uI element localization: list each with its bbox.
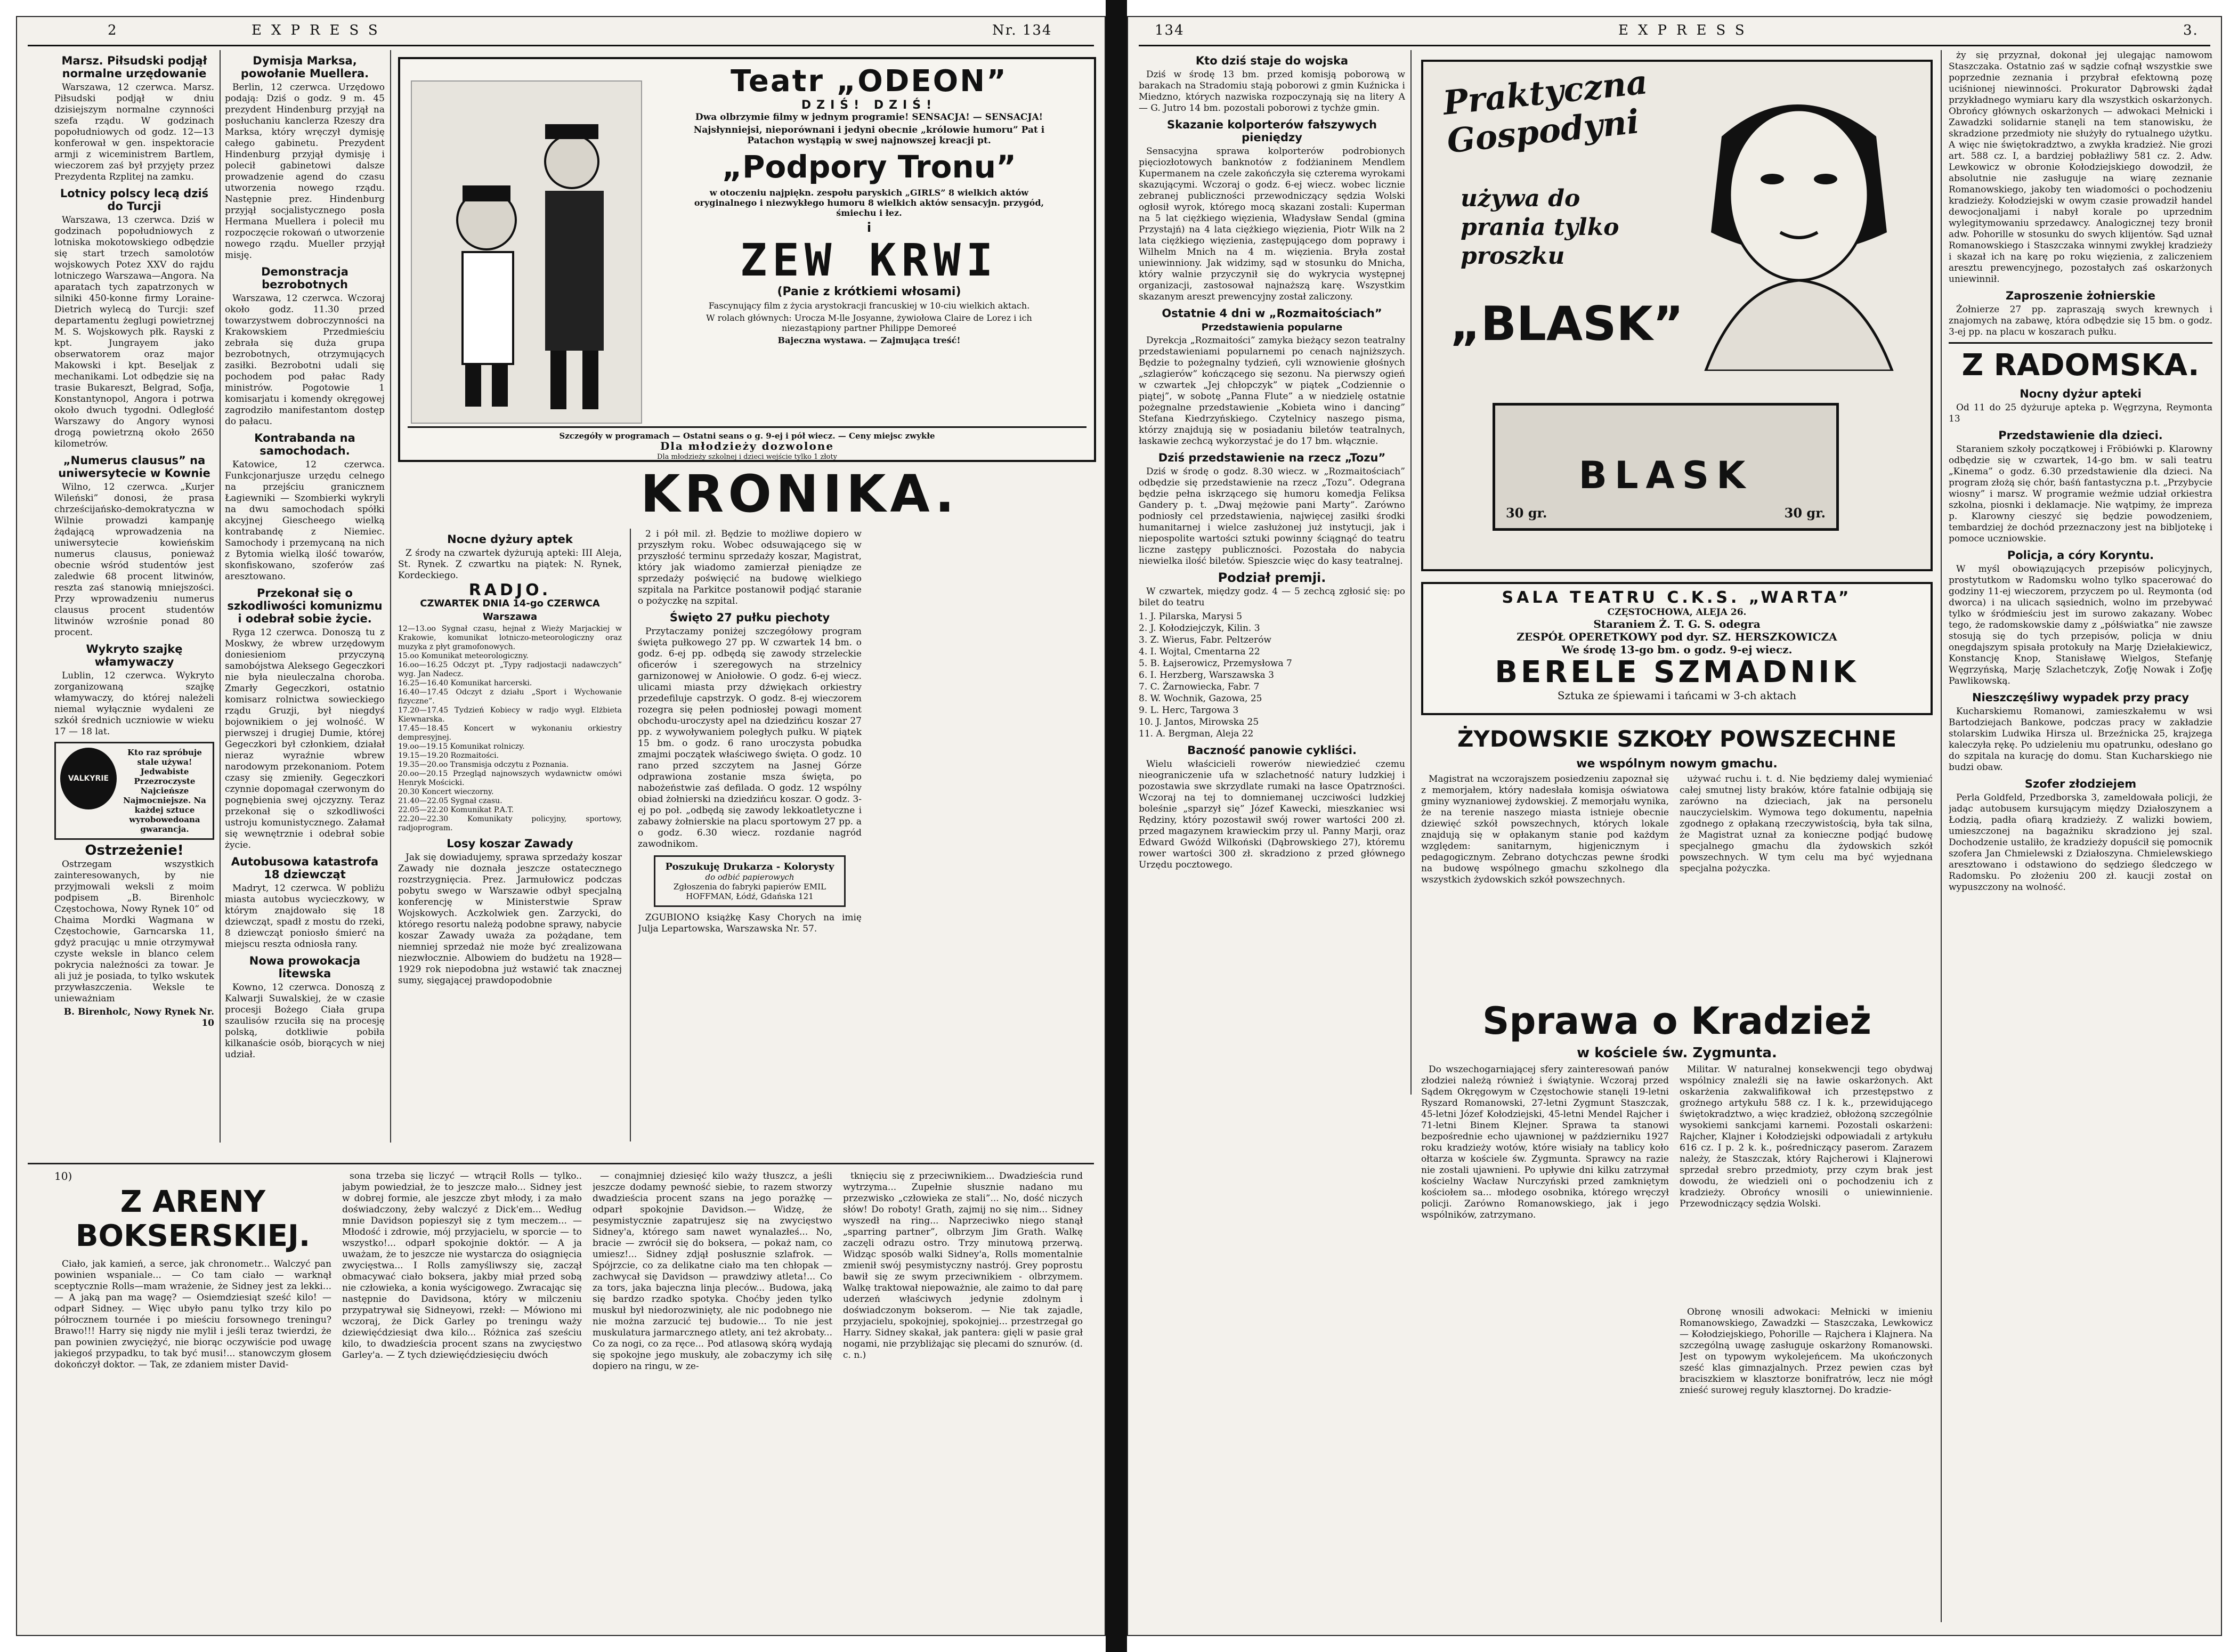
prize-winner-item: 5. B. Łajserowicz, Przemysłowa 7 [1139,658,1292,669]
article-title: Policja, a córy Koryntu. [2007,549,2154,562]
today-label: DZIŚ! DZIŚ! [801,99,937,112]
serial-text: — conajmniej dziesięć kilo waży tłuszcz, a jeśli jeszcze dodamy pewność siebie, to razem stworzy dwadzieścia procent szans na jego porażkę — odparł spokojnie Davidson.— Widzę, że pesymistycznie zapatrujesz się na zwycięstwo Sidney'a, którego sam nawet wynalazłeś... No, bracie — zwrócił się do boksera, — pokaż nam, co umiesz!... Sidney zdjął posłusznie szlafrok. — Spójrzcie, co za delikatne ciało ma ten chłopak — zachwycał się Davidson — prawdziwy atleta!... Co za tors, jaka bajeczna linja pleców... Budowa, jaką się bardzo rzadko spotyka. Choćby jeden tylko muskuł był niedorozwinięty, ale nic podobnego nie nie można zarzucić tej budowie... To nie jest muskulatura jarmarcznego atlety, ani też akrobaty... Co za nogi, co za ręce... Pod atlasową skórą wydają się spokojne jego muskuły, ale zobaczymy ich siłę dopiero na ringu, w ze- [593,1171,832,1372]
radio-program-item: 19.15—19.20 Rozmaitości. [398,751,499,760]
theft-column-1 [1421,1064,1669,1624]
odeon-cinema-advertisement [398,57,1096,462]
article-title: Nowa prowokacja litewska [249,954,361,980]
left-newspaper-page [16,16,1106,1636]
article-title: Marsz. Piłsudski podjął normalne urzędowanie [61,54,207,80]
article-text: Obronę wnosili adwokaci: Mełnicki w imieniu Romanowskiego, Zawadzki — Staszczaka, Lewkowicz — Kołodziejskiego, Pohorille — Rajchera i Klajnera. Na szczególną uwagę zasługuje oskarżony Romanowski. Jest on typowym wykolejeńcem. Ma ukończonych sześć klas gimnazjalnych. Przez pewien czas był braciszkiem w klasztorze bonifratrów, lecz nie mógł znieść surowej reguły klasztornej. Do kradzie- [1680,1307,1933,1396]
page-number: 134 [1155,22,1185,38]
right-column-4 [1949,50,2212,1622]
masthead: EXPRESS [1618,22,1754,38]
right-running-head [1139,22,2210,44]
radio-program-item: 17.45—18.45 Koncert w wykonaniu orkiestry dempresyjnej. [398,724,622,742]
blask-subheadline: używa do prania tylko proszku [1461,185,1619,270]
radio-date: CZWARTEK DNIA 14-go CZERWCA [420,598,600,609]
serial-column-4 [843,1171,1083,1624]
article-text: Berlin, 12 czerwca. Urzędowo podają: Dziś o godz. 9 m. 45 prezydent Hindenburg przyjął na posłuchaniu kanclerza Rzeszy dra Marksa, który wręczył dymisję całego gabinetu. Prezydent Hindenburg przyjął dymisję i polecił gabinetowi dalsze prowadzenie agend do czasu utworzenia nowego rządu. Następnie prez. Hindenburg przyjął socjalistycznego posła Hermana Muellera i polecił mu rozpoczęcie rokowań o utworzenie nowego rządu. Mueller przyjął misję. [225,82,385,261]
article-text: Ostrzegam wszystkich zainteresowanych, by nie przyjmowali weksli z moim podpisem „B. Birenholc Częstochowa, Nowy Rynek 10” od Chaima Mordki Wagmana w Częstochowie, Garncarska 11, gdyż pracując u mnie otrzymywał czyste weksle in blanco celem pokrycia należności za towar. Je ali już je posiada, to tylko wskutek przywłaszczenia. Weksle te unieważniam [54,859,214,1004]
film-title-2: ZEW KRWI [740,234,999,286]
article-text: Wilno, 12 czerwca. „Kurjer Wileński” donosi, że prasa chrześcijańsko-demokratyczna w Wilnie prowadzi kampanję żądającą wprowadzenia na uniwersytecie kowieńskim numerus clausus, ponieważ obecnie wśród studentów jest zaledwie 68 procent litwinów, reszta zaś stanowią mniejszości. Przy wprowadzeniu numerus clausus procent studentów litwinów wzrośnie ponad 80 procent. [54,482,214,638]
valkyrie-logo: VALKYRIE [60,748,117,809]
radio-program-item: 22.20—22.30 Komunikaty policyjny, sportowy, radjoprogram. [398,815,622,832]
kronika-title: KRONIKA. [640,464,959,524]
prize-winner-item: 10. J. Jantos, Mirowska 25 [1139,717,1259,727]
article-title: Nieszczęśliwy wypadek przy pracy [1972,691,2190,704]
section-rule [28,1163,1094,1164]
valkyrie-ad-text: Kto raz spróbuje stale używa! Jedwabiste Przezroczyste Najcieńsze Najmocniejsze. Na każdej sztuce wyrobowedoana gwarancja. [123,748,206,834]
and-label: i [866,220,872,235]
article-title: Szofer złodziejem [2024,778,2137,790]
warta-theatre-advertisement [1421,582,1933,715]
left-column-2 [225,50,385,1143]
wanted-text: Zgłoszenia do fabryki papierów EMIL HOFFMAN, Łódź, Gdańska 121 [673,882,826,901]
article-title: Lotnicy polscy lecą dziś do Turcji [60,187,209,213]
blask-brand: „BLASK” [1450,296,1684,351]
radio-program-item: 19.oo—19.15 Komunikat rolniczy. [398,742,525,751]
left-column-1 [54,50,214,1143]
schools-column-2 [1680,774,1933,992]
kronika-column-2 [638,529,862,1141]
article-text: Sensacyjna sprawa kolporterów podrobionych pięciozłotowych banknotów z fodżianinem Mendlem Kupermanem na czele zakończyła się czterema wyrokami skazującymi. Wczoraj o godz. 6-ej wiecz. wobec licznie zebranej publiczności przewodniczący sędzia Wolski ogłosił wyrok, którego mocą skazani zostali: Kuperman na 5 lat ciężkiego więzienia, Władysław Sendal (gmina Przystajń) na 4 lata ciężkiego więzienia, Piotr Wilk na 2 lata ciężkiego więzienia, zastępującego dom poprawy i Wilhelm Mnich na 4 m. więzienia. Bryła został uniewinniony. Jak widzimy, sąd w stosunku do Mnicha, który walnie przyczynił się do wykrycia występnej organizacji, zastosował najnaższą karę. Wszystkim skazanym areszt prewencyjny został zaliczony. [1139,146,1405,302]
article-text: Od 11 do 25 dyżuruje apteka p. Węgrzyna, Reymonta 13 [1949,402,2212,424]
play-title: BERELE SZMADNIK [1495,655,1859,690]
article-title: Zaproszenie żołnierskie [2006,289,2155,302]
soap-powder-box [1493,403,1839,531]
prize-winner-item: 4. I. Wojtal, Cmentarna 22 [1139,646,1260,657]
article-text: Ryga 12 czerwca. Donoszą tu z Moskwy, że wbrew urzędowym doniesieniom przyczyną samobójstwa Aleksego Gegeczkori nie była nieuleczalna choroba. Zmarły Gegeczkori, ostatnio komisarz rolnictwa sowieckiego rządu Gruzji, był niegdyś bojownikiem o jej wolność. W pierwszej i drugiej Dumie, której Gegeczkori był członkiem, działał nieraz wyraźnie wbrew narodowym przekonaniom. Potem czasy się zmieniły. Gegeczkori czynnie dopomagał czerwonym do pognębienia swej ojczyzny. Teraz przekonał się o szkodliwości ustroju komunistycznego. Załamał się wewnętrznie i odebrał sobie życie. [225,627,385,851]
prize-winner-item: 9. L. Herc, Targowa 3 [1139,705,1239,716]
right-column-1-continued [1139,1104,1405,1624]
warta-line: Sztuka ze śpiewami i tańcami w 3-ch aktach [1557,689,1797,702]
article-title: Nocne dyżury aptek [447,533,573,546]
article-title: Baczność panowie cykliści. [1187,744,1357,757]
radio-title: RADJO. [468,581,552,600]
radio-program-item: 22.05—22.20 Komunikat P.A.T. [398,806,514,814]
article-title: Ostatnie 4 dni w „Rozmaitościach” [1162,307,1382,320]
article-text: Katowice, 12 czerwca. Funkcjonarjusze urzędu celnego na przejściu granicznem Łagiewniki — Szombierki wykryli na dwu samochodach spółki akcyjnej Giescheego wielką kontrabandę z Niemiec. Samochody i przemycaną na nich z Bytomia wielką ilość towarów, skonfiskowano, szoferów zaś aresztowano. [225,459,385,582]
article-text: Kowno, 12 czerwca. Donoszą z Kalwarji Suwalskiej, że w czasie procesji Bożego Ciała grupa szaulisów rzuciła się na procesję polską, dotkliwie pobiła kilkanaście osób, biorących w niej udział. [225,982,385,1060]
warta-line: Staraniem Ż. T. G. S. odegra [1593,618,1761,630]
wanted-subheading: do odbić papierowych [705,872,794,882]
article-text: ży się przyznał, dokonał jej ulegając namowom Staszczaka. Ostatnio zaś w sądzie cofnął wszystkie swe poprzednie zeznania i przybrał efektowną pozę uciśnionej niewinności. Prokurator Dąbrowski żądał przykładnego wymiaru kary dla wszystkich oskarżonych. Obrońcy głównych oskarżonych — adwokaci Mełnicki i Zawadzki solidarnie stanęli na tem stanowisku, że skradzione przedmioty nie służyły do rytualnego użytku. A więc nie świętokradztwo, a zwykła kradzież. Nie grozi art. 588 cz. I, a bardziej pobłażliwy 581 cz. 2. Adw. Lewkowicz w obronie Kołodziejskiego dowodził, że absolutnie nie zasługuje na wiarę zeznanie Romanowskiego, jakoby ten wiadomości o pochodzeniu kradzieży. Kołodziejski w owym czasie prowadził handel dewocjonaljami i nabył korale po uprzednim wylegitymowaniu sprzedawcy. Analogicznej tezy bronił adw. Pohorille w stosunku do swych klijentów. Sąd uznał Romanowskiego i Staszczaka winnymi zwykłej kradzieży i skazał ich na karę po roku więzienia, z zaliczeniem aresztu prewencyjnego, pozostałych zaś oskarżonych uniewinnił. [1949,50,2212,285]
prize-winner-item: 7. C. Żarnowiecka, Fabr. 7 [1139,682,1260,692]
article-title: Kto dziś staje do wojska [1195,54,1349,67]
masthead: EXPRESS [252,22,387,38]
article-title: Wykryto szajkę włamywaczy [86,643,183,668]
warta-line: We środę 13-go bm. o godz. 9-ej wiecz. [1561,643,1793,656]
radio-program-item: 12—13.oo Sygnał czasu, hejnał z Wieży Marjackiej w Krakowie, komunikat lotniczo-meteorologiczny oraz muzyka z płyt gramofonowych. [398,625,622,651]
article-text: Żołnierze 27 pp. zapraszają swych krewnych i znajomych na zabawę, która odbędzie się 15 bm. o godz. 3-ej pp. na placu w koszarach pułku. [1949,304,2212,337]
article-text: Dyrekcja „Rozmaitości” zamyka bieżący sezon teatralny przedstawieniami popularnemi po cenach najniższych. Będzie to pożegnalny tydzień, cyli wznowienie głośnych „szlagierów” kończącego się sezonu. Na pierwszy ogień w czwartek „Jej chłopczyk” w piątek „Codziennie o piątej”, w sobotę „Panna Flute” a w niedzielę ostatnie pożegnalne przedstawienie „Kobieta wino i dancing” Stefana Kiedrzyńskiego. Czytelnicy naszego pisma, którzy znajdują się w posiadaniu biletów teatralnych, łaskawie zechcą wykorzystać je do 17 bm. włącznie. [1139,335,1405,447]
article-text: Dziś w środę 13 bm. przed komisją poborową w barakach na Stradomiu stają poborowi z gmin Kuźnicka i Miedzno, których nazwiska rozpoczynają się na litery A — G. Jutro 14 bm. pozostali poborowi z tychże gmin. [1139,69,1405,114]
left-running-head [28,22,1094,44]
article-text: Do wszechogarniającej sfery zainteresowań panów złodziei należą również i świątynie. Wczoraj przed Sądem Okręgowym w Częstochowie stanęli 19-letni Ryszard Romanowski, 27-letni Zygmunt Staszczak, 45-letni Józef Kołodziejski, 45-letni Mendel Rajcher i 71-letni Binem Klejner. Sprawa ta stanowi bezpośrednie echo ujawnionej w październiku 1927 roku kradzieży wotów, które wisiały na tablicy koło ołtarza w kościele św. Zygmunta. Sprawcy na razie nie zostali ujawnieni. Po upływie dni kilku zatrzymał kościelny Wacław Nurczyński przed zamkniętym kościołem sa... młodego osobnika, którego wręczył policji. Zarówno Romanowskiego, jak i jego wspólników, zatrzymano. [1421,1064,1669,1220]
blask-soap-advertisement [1421,60,1933,571]
article-text: Warszawa, 12 czerwca. Wczoraj około godz. 11.30 przed towarzystwem dobroczynności na Krakowskiem Przedmieściu zebrała się duża grupa bezrobotnych, otrzymujących zasiłki. Bezrobotni udali się pochodem pod pałac Rady ministrów. Pogotowie 1 komisarjatu i komendy okręgowej zagrodziło manifestantom dostęp do pałacu. [225,293,385,427]
article-text: W czwartek, między godz. 4 — 5 zechcą zgłosić się: po bilet do teatru [1139,586,1405,608]
column-rule [220,50,221,1143]
radio-program-item: 15.oo Komunikat meteorologiczny. [398,652,529,660]
article-text: Lublin, 12 czerwca. Wykryto zorganizowaną szajkę włamywaczy, do której należeli niemal wyłącznie wydaleni ze szkół średnich uczniowie w wieku 17 — 18 lat. [54,670,214,737]
serial-text: tknięciu się z przeciwnikiem... Dwadzieścia rund wytrzyma... Zupełnie słusznie nadano mu przezwisko „człowieka ze stali”... No, dość niczych słów! Do roboty! Grath, zajmij no się nim... Sidney wyszedł na ring... Naprzeciwko niego stanął „sparring partner”, olbrzym Jim Grath. Walkę zaczęli odrazu ostro. Trzy minutową przerwą. Widząc sposób walki Sidney'a, Rolls momentalnie zmienił swój pesymistyczny nastrój. Grey poprostu bawił się ze swym przeciwnikiem - olbrzymem. Walkę traktował niepoważnie, ale zaimo to dał parę uderzeń właściwych jedynie zdolnym i doświadczonym bokserom. — Nie tak zajadle, przyjacielu, spokojniej, spokojniej... przestrzegał go Harry. Sidney skakał, jak pantera: gięli w pasie grał nogami, nie przybliżając się plecami do sznurów. (d. c. n.) [843,1171,1083,1361]
serial-column-1 [54,1171,331,1624]
theft-subtitle: w kościele św. Zygmunta. [1577,1045,1777,1061]
article-title: Dymisja Marksa, powołanie Muellera. [240,54,369,80]
article-text: Magistrat na wczorajszem posiedzeniu zapoznał się z memorjałem, który nadesłała komisja oświatowa gminy wyznaniowej żydowskiej. Z memorjału wynika, że na terenie naszego miasta istnieje obecnie dziewięć szkół powszechnych, których lokale znajdują się w opłakanym stanie pod każdym względem: sanitarnym, higjenicznym i pedagogicznym. Zebrano dotychczas pewne środki na budowę wspólnego gmachu szkolnego dla wszystkich żydowskich szkół powszechnych. [1421,774,1669,885]
article-text: 2 i pół mil. zł. Będzie to możliwe dopiero w przyszłym roku. Wobec odsuwającego się w przyszłość terminu sprzedaży koszar, Magistrat, który jak wiadomo zamierzał pieniądze ze sprzedaży poświęcić na budowę wielkiego szpitala na Parkitce postanowił podjąć staranie o pożyczkę na szpital. [638,529,862,606]
article-subtitle: Przedstawienia popularne [1201,322,1343,333]
film-title-1: „Podpory Tronu” [721,149,1017,185]
article-text: Warszawa, 12 czerwca. Marsz. Piłsudski podjął w dniu dzisiejszym normalne czynności szefa rządu. W godzinach popołudniowych od godz. 12—13 konferował w gen. inspektoracie armji z wiceministrem Bartlem, wieczorem zaś był przyjęty przez Prezydenta Rzplitej na zamku. [54,82,214,182]
pat-and-patachon-illustration [411,80,642,424]
article-text: Dziś w środę o godz. 8.30 wiecz. w „Rozmaitościach” odbędzie się przedstawienie na rzecz „Tozu”. Odegrana będzie pełna iskrzącego się humoru komedja Feliksa Gandery p. t. „Dwaj mężowie pani Marty”. Zarówno podniosły cel przedstawienia, najwięcej zasiłki środki humanitarnej i wielce zasłużonej już instytucji, jak i niepospolite wartości sztuki powinny ściągnąć do teatru liczne zastępy publiczności. Pozostała do nabycia niewielka ilość biletów. Spieszcie więc do kasy teatralnej. [1139,466,1405,566]
article-title: Podział premji. [1218,570,1326,585]
article-text: używać ruchu i. t. d. Nie będziemy dalej wymieniać całej smutnej listy braków, które fatalnie odbijają się zarówno na dzieciach, jak na personelu nauczycielskim. Wymowa tego dokumentu, napełnia zgodnego z opłakaną rzeczywistością, była tak silna, że Magistrat uznał za konieczne podjąć budowę specjalnego gmachu dla żydowskich szkół powszechnych. W tym celu ma być wyjednana specjalna pożyczka. [1680,774,1933,874]
prize-winners-list [1139,611,1405,740]
article-text: Perla Goldfeld, Przedborska 3, zameldowała policji, że jadąc autobusem kursującym między Działoszynem a Łodzią, padła ofiarą kradzieży. Z walizki bowiem, umieszczonej na bagażniku skradziono jej szal. Dochodzenie ustaliło, że kradzieży dopuścił się pomocnik szofera Jan Chmielewski z Działoszyna. Chmielewskiego aresztowano i odstawiono do sędziego śledczego w Radomsku. Po złożeniu 200 zł. kaucji został on wypuszczony na wolność. [1949,792,2212,893]
article-title: Przedstawienie dla dzieci. [1998,429,2163,442]
serial-column-2 [342,1171,582,1624]
serial-number: 10) [54,1171,72,1183]
wanted-heading: Poszukuję Drukarza - Kolorysty [665,861,834,872]
article-title: Przekonał się o szkodliwości komunizmu i odebrał sobie życie. [227,587,383,625]
theatre-name: SALA TEATRU C.K.S. „WARTA” [1502,588,1852,607]
article-text: W myśl obowiązujących przepisów policyjnych, prostytutkom w Radomsku wolno tylko spacerować do godziny 11-ej wieczorem, przyczem po ul. Reymonta (od dworca) i na ulicach sąsiednich, wolno im przebywać tylko w śródmieściu jest im surowo zakazany. Wobec tego, że radomskowskie damy z „półświatka” nie zawsze stosują się do tych przepisów, policja w dniu onegdajszym spisała protokuły na Marję Dziełakiewicz, Konstancję Knop, Stanisławę Wielgos, Stefanję Węgrzyńską, Marję Szlachetczyk, Zofję Nowak i Zofję Pawlikowską. [1949,564,2212,686]
page-gutter [1106,0,1127,1652]
prize-winner-item: 2. J. Kołodziejczyk, Kilin. 3 [1139,623,1260,634]
printer-wanted-advertisement [654,855,846,907]
radio-program-item: 17.20—17.45 Tydzień Kobiecy w radjo wygł. Elżbieta Kiewnarska. [398,706,622,724]
odeon-footer-line: Dla młodzieży szkolnej i dzieci wejście tylko 1 złoty [657,453,837,461]
cinema-name: Teatr „ODEON” [731,64,1008,99]
film-subtitle: (Panie z krótkiemi włosami) [777,285,961,298]
prize-winner-item: 1. J. Pilarska, Marysi 5 [1139,611,1243,622]
odeon-line: Najsłynniejsi, nieporównani i jedyni obecnie „królowie humoru” Pat i Patachon wystąpią w swej najnowszej kreacji pt. [693,125,1045,146]
article-text: Madryt, 12 czerwca. W pobliżu miasta autobus wycieczkowy, w którym znajdowało się 18 dziewcząt, spadł z mostu do rzeki, 8 dziewcząt poniosło śmierć na miejscu reszta odniosła rany. [225,883,385,950]
article-title: Autobusowa katastrofa 18 dziewcząt [231,855,379,881]
column-rule [1941,50,1942,1622]
warta-line: ZESPÓŁ OPERETKOWY pod dyr. SZ. HERSZKOWICZA [1517,630,1837,643]
page-corner-number: 3. [2183,22,2199,38]
kronika-column-1 [398,529,622,1141]
schools-subtitle: we wspólnym nowym gmachu. [1576,757,1778,771]
serial-title: Z ARENY BOKSERSKIEJ. [75,1185,311,1253]
odeon-footer-line: Dla młodzieży dozwolone [660,440,834,452]
woman-portrait-illustration [1674,72,1919,371]
article-title: „Numerus clausus” na uniwersytecie w Kownie [58,454,210,480]
article-text: Warszawa, 13 czerwca. Dziś w godzinach popołudniowych z lotniska mokotowskiego odbędzie się start trzech samolotów wojskowych Potez XXV do rajdu lotniczego Warszawa—Angora. Na aparatach tych zapatrzonych w silniki 450-konne firmy Loraine-Dietrich wylecą do Turcji: szef departamentu żeglugi powietrznej M. S. Wojskowych płk. Rayski z kpt. Jungrayem jako obserwatorem oraz major Makowski i kpt. Beseljak z mechanikami. Lot odbędzie się na trasie Bukareszt, Belgrad, Sofja, Konstantynopol, Angora i potrwa około dwuch tygodni. Odległość Warszawy do Angory wynosi drogą powietrzną około 2650 kilometrów. [54,215,214,449]
article-title: Demonstracja bezrobotnych [261,265,348,291]
column-rule [630,529,631,1141]
right-newspaper-page [1127,16,2222,1636]
ad-divider [408,426,1086,428]
theatre-address: CZĘSTOCHOWA, ALEJA 26. [1607,607,1747,618]
article-text: Staraniem szkoły początkowej i Fröbiówki p. Klarowny odbędzie się w czwartek, 14-go bm. w sali teatru „Kinema” o godz. 6.30 przedstawienie dla dzieci. Na program złożą się chór, baśń fantastyczna p.t. „Przybycie wiosny” i marsz. W programie weźmie udział orkiestra szkolna, piosnki i deklamacje. Nie wątpimy, że impreza p. Klarowny cieszyć się będzie powodzeniem, tembardziej że dochód przeznaczony jest na bibljotekę i pomoce uczniowskie. [1949,444,2212,544]
theft-title: Sprawa o Kradzież [1482,999,1872,1043]
article-text: Przytaczamy poniżej szczegółowy program święta pułkowego 27 pp. W czwartek 14 bm. o godz. 6-ej pp. odbędą się zawody strzeleckie oficerów i szeregowych na strzelnicy garnizonowej w Aniołowie. O godz. 6-ej wiecz. ulicami miasta przy dźwiękach orkiestry przedefiluje capstrzyk. O godz. 8-ej wieczorem rozegra się pełen podniosłej powagi moment obchodu-uroczysty apel na dziedzińcu koszar 27 pp. z wywoływaniem poległych pułku. W piątek 15 bm. o godz. 6 rano uroczysta pobudka zmajmi początek właściwego święta. O godz. 10 rano przed szczytem na Jasnej Górze odprawiona zostanie msza święta, po nabożeństwie zaś defilada. O godz. 12 wspólny obiad żołnierski na dziedzińcu koszar. O godz. 3-ej po poł. „odbędą się zawody lekkoatletyczne i zabawy żołnierskie na placu sportowym 27 pp. a o godz. 6.30 wiecz. rozdanie nagród zawodnikom. [638,626,862,849]
article-text: Wielu właścicieli rowerów niewiedzieć czemu nieograniczenie ufa w szlachetność natury ludzkiej i pozostawia swe skrzydlate rumaki na łasce Opatrzności. Wczoraj na tej to domniemanej uczciwości ludzkiej boleśnie „sparzył się” Józef Kawecki, mieszkaniec wsi Rędziny, który pozostawił swój rower wartości 200 zł. przed magazynem krawieckim przy ul. Panny Marji, oraz Edward Gwóźd Wilkoński (Dąbrowskiego 27), któremu rower wartości 300 zł. skradziono z przed głównego Urzędu pocztowego. [1139,759,1405,870]
odeon-line: Bajeczna wystawa. — Zajmująca treść! [777,335,961,345]
prize-winner-item: 3. Z. Wierus, Fabr. Peltzerów [1139,635,1271,645]
theft-column-3 [1680,1307,1933,1624]
odeon-line: w otoczeniu najpiękn. zespołu paryskich „GIRLS” 8 wielkich aktów oryginalnego i niezwykłego humoru 8 wielkich aktów sensacyjn. przygód, śmiechu i łez. [694,188,1044,218]
signature: B. Birenholc, Nowy Rynek Nr. 10 [63,1007,214,1029]
column-rule [1410,50,1412,1095]
article-text: ZGUBIONO książkę Kasy Chorych na imię Julja Lepartowska, Warszawska Nr. 57. [638,912,862,934]
serial-column-3 [593,1171,832,1624]
article-title: Dziś przedstawienie na rzecz „Tozu” [1158,451,1386,464]
schools-title: ŻYDOWSKIE SZKOŁY POWSZECHNE [1457,726,1897,752]
article-title: Ostrzeżenie! [85,843,184,859]
issue-number: Nr. 134 [992,22,1052,38]
radio-city: Warszawa [482,611,538,622]
article-title: Kontrabanda na samochodach. [254,432,355,457]
radio-program-item: 19.35—20.oo Transmisja odczytu z Poznania. [398,760,569,769]
price-label: 30 gr. [1506,505,1547,521]
price-label: 30 gr. [1784,505,1826,521]
head-rule [1139,45,2210,46]
odeon-line: W rolach głównych: Urocza M-lle Josyanne, żywiołowa Claire de Lorez i ich niezastąpiony partner Philippe Demoreé [706,313,1032,333]
blask-headline: Praktyczna Gospodyni [1441,62,1650,161]
head-rule [28,45,1094,46]
article-text: Jak się dowiadujemy, sprawa sprzedaży koszar Zawady nie doznała jeszcze ostatecznego rozstrzygnięcia. Prez. Jarmułowicz podczas pobytu swego w Warszawie odbył specjalną konferencję w Ministerstwie Spraw Wojskowych. Aczkolwiek gen. Zarzycki, do którego resortu należą podobne sprawy, nabycie koszar Zawady uważa za pożądane, tem niemniej sprzedaż nie może być zrealizowana niezwłocznie. Albowiem do budżetu na 1928—1929 rok niepodobna już wstawić tak znacznej sumy, sięgającej prawdopodobnie [398,852,622,986]
serial-text: sona trzeba się liczyć — wtrącił Rolls — tylko.. jabym powiedział, że to jeszcze mało... Sidney jest w dobrej formie, ale jeszcze zbyt młody, i za mało doświadczony, żeby walczyć z Dick'em... Według mnie Davidson popieszył się z tym meczem... — Młodość i zdrowie, mój przyjacielu, w sporcie — to wszystko!... odparł spokojnie doktór. — A ja uważam, że to jeszcze nie wystarcza do osiągnięcia zwycięstwa... I Rolls zamyśliwszy się, zaczął obmacywać ciało boksera, jakby miał przed sobą nie człowieka, a konia wyścigowego. Zwracając się następnie do Davidsona, który w milczeniu przypatrywał się Sidneyowi, rzekł: — Mówiono mi wczoraj, że Dick Garley po treningu waży dziewięćdziesiąt dwa kilo... Różnica zaś sześciu kilo, to dwadzieścia procent szans na zwycięstwo Garley'a. — Z tych dziewięćdziesięciu dwóch [342,1171,582,1361]
theft-column-2 [1680,1064,1933,1299]
serial-text: Ciało, jak kamień, a serce, jak chronometr... Walczyć pan powinien wspaniale... — Co tam ciało — warknął sceptycznie Rolls—mam wrażenie, że Sidney jest za lekki... — A jaką pan ma wagę? — Osiemdziesiąt sześć kilo! — odparł Sidney. — Więc ubyło panu tylko trzy kilo po półrocznem tournée i po mieściu forsownego treningu? Brawo!!! Harry się nigdy nie mylił i jeśli teraz twierdzi, że pan powinien zwyciężyć, nie biorąc oczywiście pod uwagę jakiegoś przypadku, to tak być musi!... stanowczym głosem dokończył doktor. — Tak, ze zdaniem mister David- [54,1259,331,1370]
page-number: 2 [108,22,126,38]
article-text: Militar. W naturalnej konsekwencji tego obydwaj wspólnicy znaleźli się na ławie oskarżonych. Akt oskarżenia zakwalifikował ich przestępstwo z groźnego artykułu 588 cz. I k. k., przewidującego świętokradztwo, a więc kradzież, obłożoną szczególnie wysokiemi sankcjami karnemi. Pozostali oskarżeni: Rajcher, Klajner i Kołodziejski odpowiadali z artykułu 616 cz. I p. 2 k. k., pośredniczący paserom. Zarazem należy, że Staszczak, który Rajcherowi i Klajnerowi sprzedał srebro przedmioty, przy czym brak jest dowodu, że wiedzieli oni o pochodzeniu ich z kradzieży. Obrońcy wnosili o uniewinnienie. Przewodniczący sędzia Wolski. [1680,1064,1933,1209]
prize-winner-item: 11. A. Bergman, Aleja 22 [1139,728,1254,739]
odeon-footer-line: Szczegóły w programach — Ostatni seans o g. 9-ej i pół wiecz. — Ceny miejsc zwykłe [559,431,935,441]
odeon-ad-copy [651,64,1088,345]
odeon-line: Fascynujący film z życia arystokracji francuskiej w 10-ciu wielkich aktach. [708,301,1030,311]
radio-program-item: 16.40—17.45 Odczyt z działu „Sport i Wychowanie fizyczne”. [398,688,622,706]
radio-program-list [398,625,622,833]
valkyrie-advertisement [54,742,214,840]
comedians-drawing [412,82,641,423]
radio-program-item: 16.oo—16.25 Odczyt pt. „Typy radjostacji nadawczych” wyg. Jan Nadecz. [398,661,622,678]
article-text: Kucharskiemu Romanowi, zamieszkałemu w wsi Bartodziejach Bankowe, podczas pracy w zakładzie stolarskim Ludwika Hirsza ul. Brzeźnicka 25, krajzega kaleczyła rękę. Po udzieleniu mu opatrunku, odesłano go do szpitala na kurację do domu. Stan Kucharskiego nie budzi obaw. [1949,706,2212,773]
article-title: Nocny dyżur apteki [2020,387,2142,400]
box-brand: BLASK [1578,454,1753,497]
prize-winner-item: 6. I. Herzberg, Warszawska 3 [1139,670,1274,681]
radio-program-item: 20.oo—20.15 Przegląd najnowszych wydawnictw omówi Henryk Mościcki. [398,770,622,787]
article-text: Z środy na czwartek dyżurują apteki: III Aleja, St. Rynek. Z czwartku na piątek: N. Rynek, Kordeckiego. [398,548,622,581]
radio-program-item: 21.40—22.05 Sygnał czasu. [398,797,502,805]
schools-column-1 [1421,774,1669,992]
article-title: Święto 27 pułku piechoty [669,611,830,624]
odeon-line: Dwa olbrzymie filmy w jednym programie! SENSACJA! — SENSACJA! [695,112,1043,123]
right-column-1 [1139,50,1405,1095]
column-rule [390,50,391,1143]
radio-program-item: 16.25—16.40 Komunikat harcerski. [398,679,532,687]
article-title: Skazanie kolporterów fałszywych pieniędzy [1167,118,1377,144]
article-title: Losy koszar Zawady [447,837,573,850]
radio-program-item: 20.30 Koncert wieczorny. [398,788,494,796]
prize-winner-item: 8. W. Wochnik, Gazowa, 25 [1139,693,1262,704]
section-title-radomsko: Z RADOMSKA. [1961,348,2200,383]
